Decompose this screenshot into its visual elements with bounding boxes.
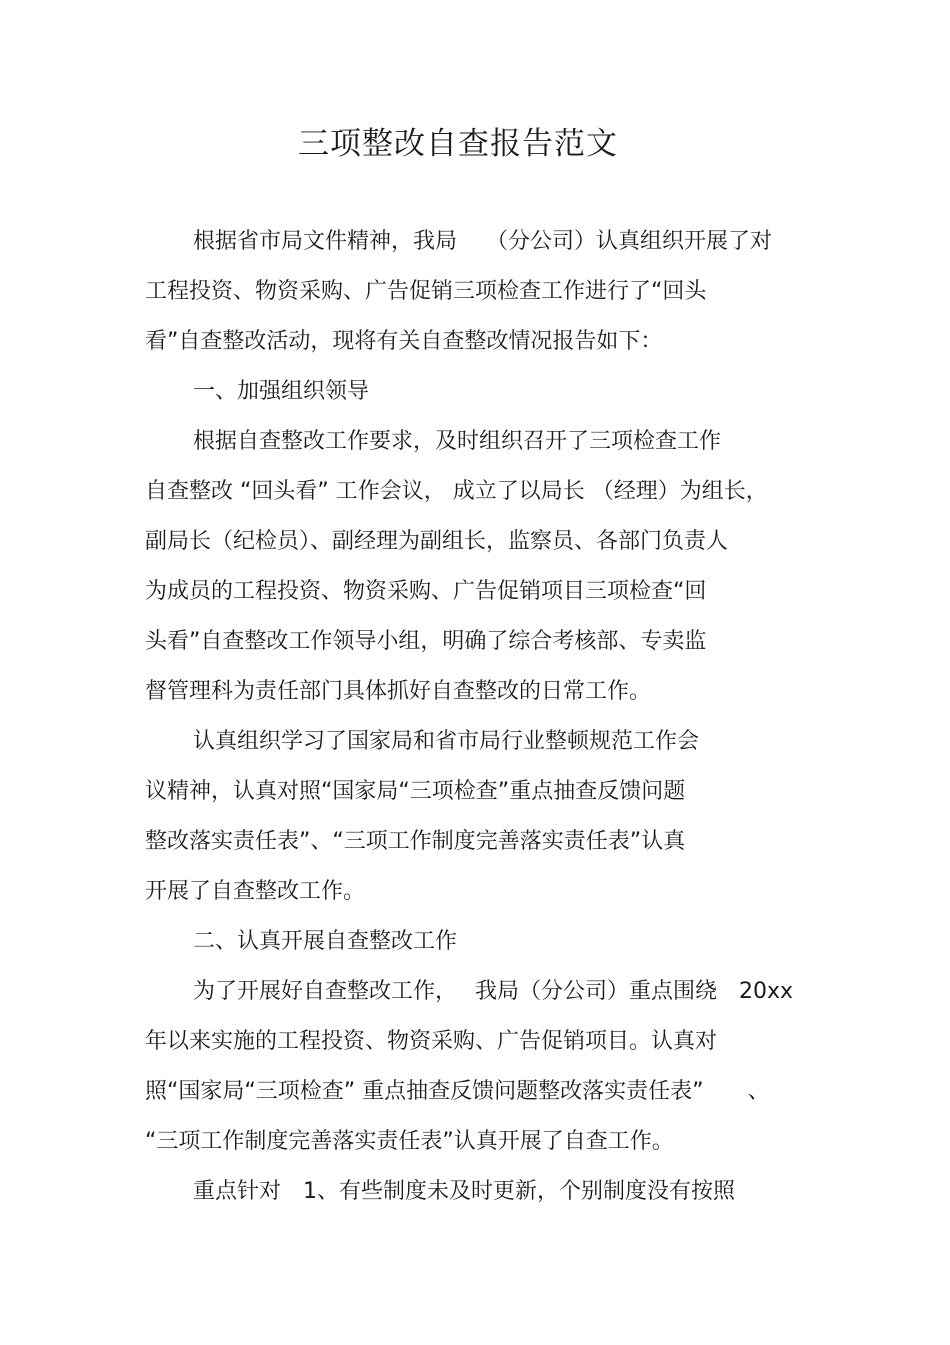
paragraph-line: 副局长（纪检员）、副经理为副组长，监察员、各部门负责人 bbox=[145, 529, 729, 554]
paragraph-line: 开展了自查整改工作。 bbox=[145, 879, 366, 904]
paragraph-line: 根据省市局文件精神，我局 （分公司）认真组织开展了对 bbox=[193, 229, 772, 254]
paragraph-line: 自查整改 “回头看” 工作会议， 成立了以局长 （经理）为组长， bbox=[145, 479, 768, 504]
paragraph-line: 为了开展好自查整改工作， 我局（分公司）重点围绕 20xx bbox=[193, 979, 794, 1004]
paragraph-line: 根据自查整改工作要求，及时组织召开了三项检查工作 bbox=[193, 429, 722, 454]
paragraph-line: 议精神，认真对照“国家局“三项检查”重点抽查反馈问题 bbox=[145, 779, 686, 804]
paragraph-line: 工程投资、物资采购、广告促销三项检查工作进行了“回头 bbox=[145, 279, 707, 304]
paragraph-line: 整改落实责任表”、“三项工作制度完善落实责任表”认真 bbox=[145, 829, 686, 854]
paragraph-line: 年以来实施的工程投资、物资采购、广告促销项目。认真对 bbox=[145, 1029, 718, 1054]
paragraph-line: “三项工作制度完善落实责任表”认真开展了自查工作。 bbox=[145, 1129, 674, 1154]
paragraph-line: 认真组织学习了国家局和省市局行业整顿规范工作会 bbox=[193, 729, 700, 754]
document-title: 三项整改自查报告范文 bbox=[298, 126, 618, 162]
section-heading: 二、认真开展自查整改工作 bbox=[193, 929, 458, 954]
paragraph-line: 头看”自查整改工作领导小组，明确了综合考核部、专卖监 bbox=[145, 629, 707, 654]
section-heading: 一、加强组织领导 bbox=[193, 379, 370, 404]
paragraph-line: 重点针对 1、有些制度未及时更新，个别制度没有按照 bbox=[193, 1179, 735, 1204]
paragraph-line: 督管理科为责任部门具体抓好自查整改的日常工作。 bbox=[145, 679, 652, 704]
paragraph-line: 照“国家局“三项检查” 重点抽查反馈问题整改落实责任表” 、 bbox=[145, 1079, 770, 1104]
paragraph-line: 看”自查整改活动，现将有关自查整改情况报告如下： bbox=[145, 329, 663, 354]
paragraph-line: 为成员的工程投资、物资采购、广告促销项目三项检查“回 bbox=[145, 579, 707, 604]
